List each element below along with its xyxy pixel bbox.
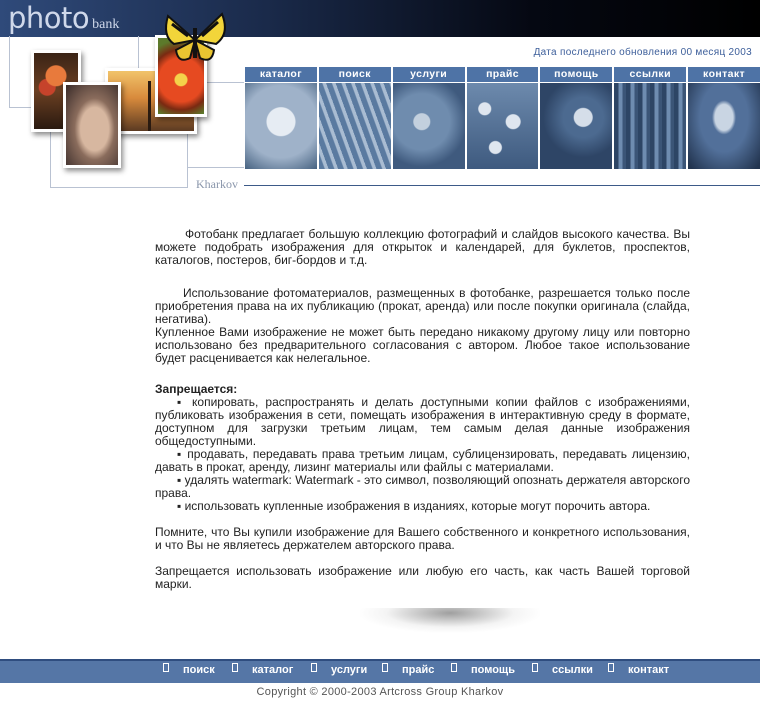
footer-link-catalog[interactable]: [232, 664, 293, 676]
nav-label-help[interactable]: помощь: [540, 67, 612, 82]
footer-label-search[interactable]: поиск: [183, 664, 215, 676]
nav-label-catalog[interactable]: каталог: [245, 67, 317, 82]
nav-image-catalog[interactable]: [245, 83, 317, 169]
reminder-paragraph: Помните, что Вы купили изображение для Вашего собственного и конкретного использования, и что Вы не являетесь держателем авторского права.: [155, 525, 690, 552]
footer-label-catalog[interactable]: каталог: [252, 664, 294, 676]
nav-image-services[interactable]: [393, 83, 465, 169]
nav-item-services[interactable]: [393, 67, 465, 169]
footer-link-price[interactable]: [382, 664, 434, 676]
intro-paragraph: Фотобанк предлагает большую коллекцию фотографий и слайдов высокого качества. Вы можете подобрать изображения для открыток и календарей, для буклетов, проспектов, каталогов, постеров, биг-бордов и т.д.: [155, 227, 690, 267]
footer-label-contact[interactable]: контакт: [628, 664, 670, 676]
footer-link-help[interactable]: [451, 664, 515, 676]
footer-link-links[interactable]: [532, 664, 593, 676]
main-nav: [245, 67, 760, 169]
footer-marker-icon: [232, 663, 238, 672]
footer-label-help[interactable]: помощь: [471, 664, 515, 676]
forbidden-heading: Запрещается:: [155, 382, 238, 396]
logo-sub-text: bank: [92, 17, 120, 32]
forbidden-item: ▪ продавать, передавать права третьим лицам, сублицензировать, передавать лицензию, давать в прокат, аренду, лизинг материалы или файлы с материалами.: [155, 447, 690, 474]
footer-nav: [0, 659, 760, 683]
forbidden-item: ▪ копировать, распространять и делать доступными копии файлов с изображениями, публиковать изображения в сети, помещать изображения в интерактивную среду в формате, доступном для загрузки третьим лицам, тем самым делая данные изображения общедоступными.: [155, 395, 690, 448]
forbidden-item: ▪ использовать купленные изображения в изданиях, которые могут порочить автора.: [177, 499, 651, 513]
last-update-notice: Дата последнего обновления 00 месяц 2003: [533, 47, 752, 58]
usage-paragraph: Использование фотоматериалов, размещенных в фотобанке, разрешается только после приобретения права на их публикацию (прокат, аренда) или после покупки оригинала (слайда, негатива).: [155, 286, 690, 326]
nav-item-contact[interactable]: [688, 67, 760, 169]
figure-photo: [63, 82, 121, 168]
logo-main-text: photo: [8, 1, 90, 35]
transfer-paragraph: Купленное Вами изображение не может быть передано никакому другому лицу или повторно использовано без предварительного согласования с автором. Любое такое использование будет расценивается как нелегальное.: [155, 325, 690, 365]
trademark-paragraph: Запрещается использовать изображение или любую его часть, как часть Вашей торговой марки.: [155, 564, 690, 591]
header-divider: [244, 185, 760, 186]
site-logo[interactable]: [8, 1, 119, 35]
nav-label-price[interactable]: прайс: [467, 67, 539, 82]
footer-label-price[interactable]: прайс: [402, 664, 435, 676]
nav-label-links[interactable]: ссылки: [614, 67, 686, 82]
copyright-notice: Copyright © 2000-2003 Artcross Group Kharkov: [256, 686, 504, 698]
nav-label-services[interactable]: услуги: [393, 67, 465, 82]
footer-marker-icon: [311, 663, 317, 672]
nav-label-contact[interactable]: контакт: [688, 67, 760, 82]
decorative-shadow: [360, 608, 540, 633]
nav-image-help[interactable]: [540, 83, 612, 169]
footer-link-services[interactable]: [311, 664, 367, 676]
nav-image-price[interactable]: [467, 83, 539, 169]
city-label: Kharkov: [196, 177, 238, 191]
nav-item-search[interactable]: [319, 67, 391, 169]
footer-label-links[interactable]: ссылки: [552, 664, 593, 676]
nav-image-contact[interactable]: [688, 83, 760, 169]
nav-item-price[interactable]: [467, 67, 539, 169]
nav-item-catalog[interactable]: [245, 67, 317, 169]
main-content: [155, 228, 690, 591]
nav-item-help[interactable]: [540, 67, 612, 169]
footer-marker-icon: [532, 663, 538, 672]
footer-link-contact[interactable]: [608, 664, 669, 676]
header-bar: [0, 0, 760, 37]
footer-label-services[interactable]: услуги: [331, 664, 368, 676]
butterfly-icon: [160, 10, 230, 70]
footer-marker-icon: [163, 663, 169, 672]
forbidden-item: ▪ удалять watermark: Watermark - это символ, позволяющий опознать держателя авторского права.: [155, 473, 690, 500]
nav-image-search[interactable]: [319, 83, 391, 169]
footer-marker-icon: [382, 663, 388, 672]
nav-item-links[interactable]: [614, 67, 686, 169]
footer-marker-icon: [451, 663, 457, 672]
nav-label-search[interactable]: поиск: [319, 67, 391, 82]
nav-image-links[interactable]: [614, 83, 686, 169]
footer-marker-icon: [608, 663, 614, 672]
footer-link-search[interactable]: [163, 664, 215, 676]
